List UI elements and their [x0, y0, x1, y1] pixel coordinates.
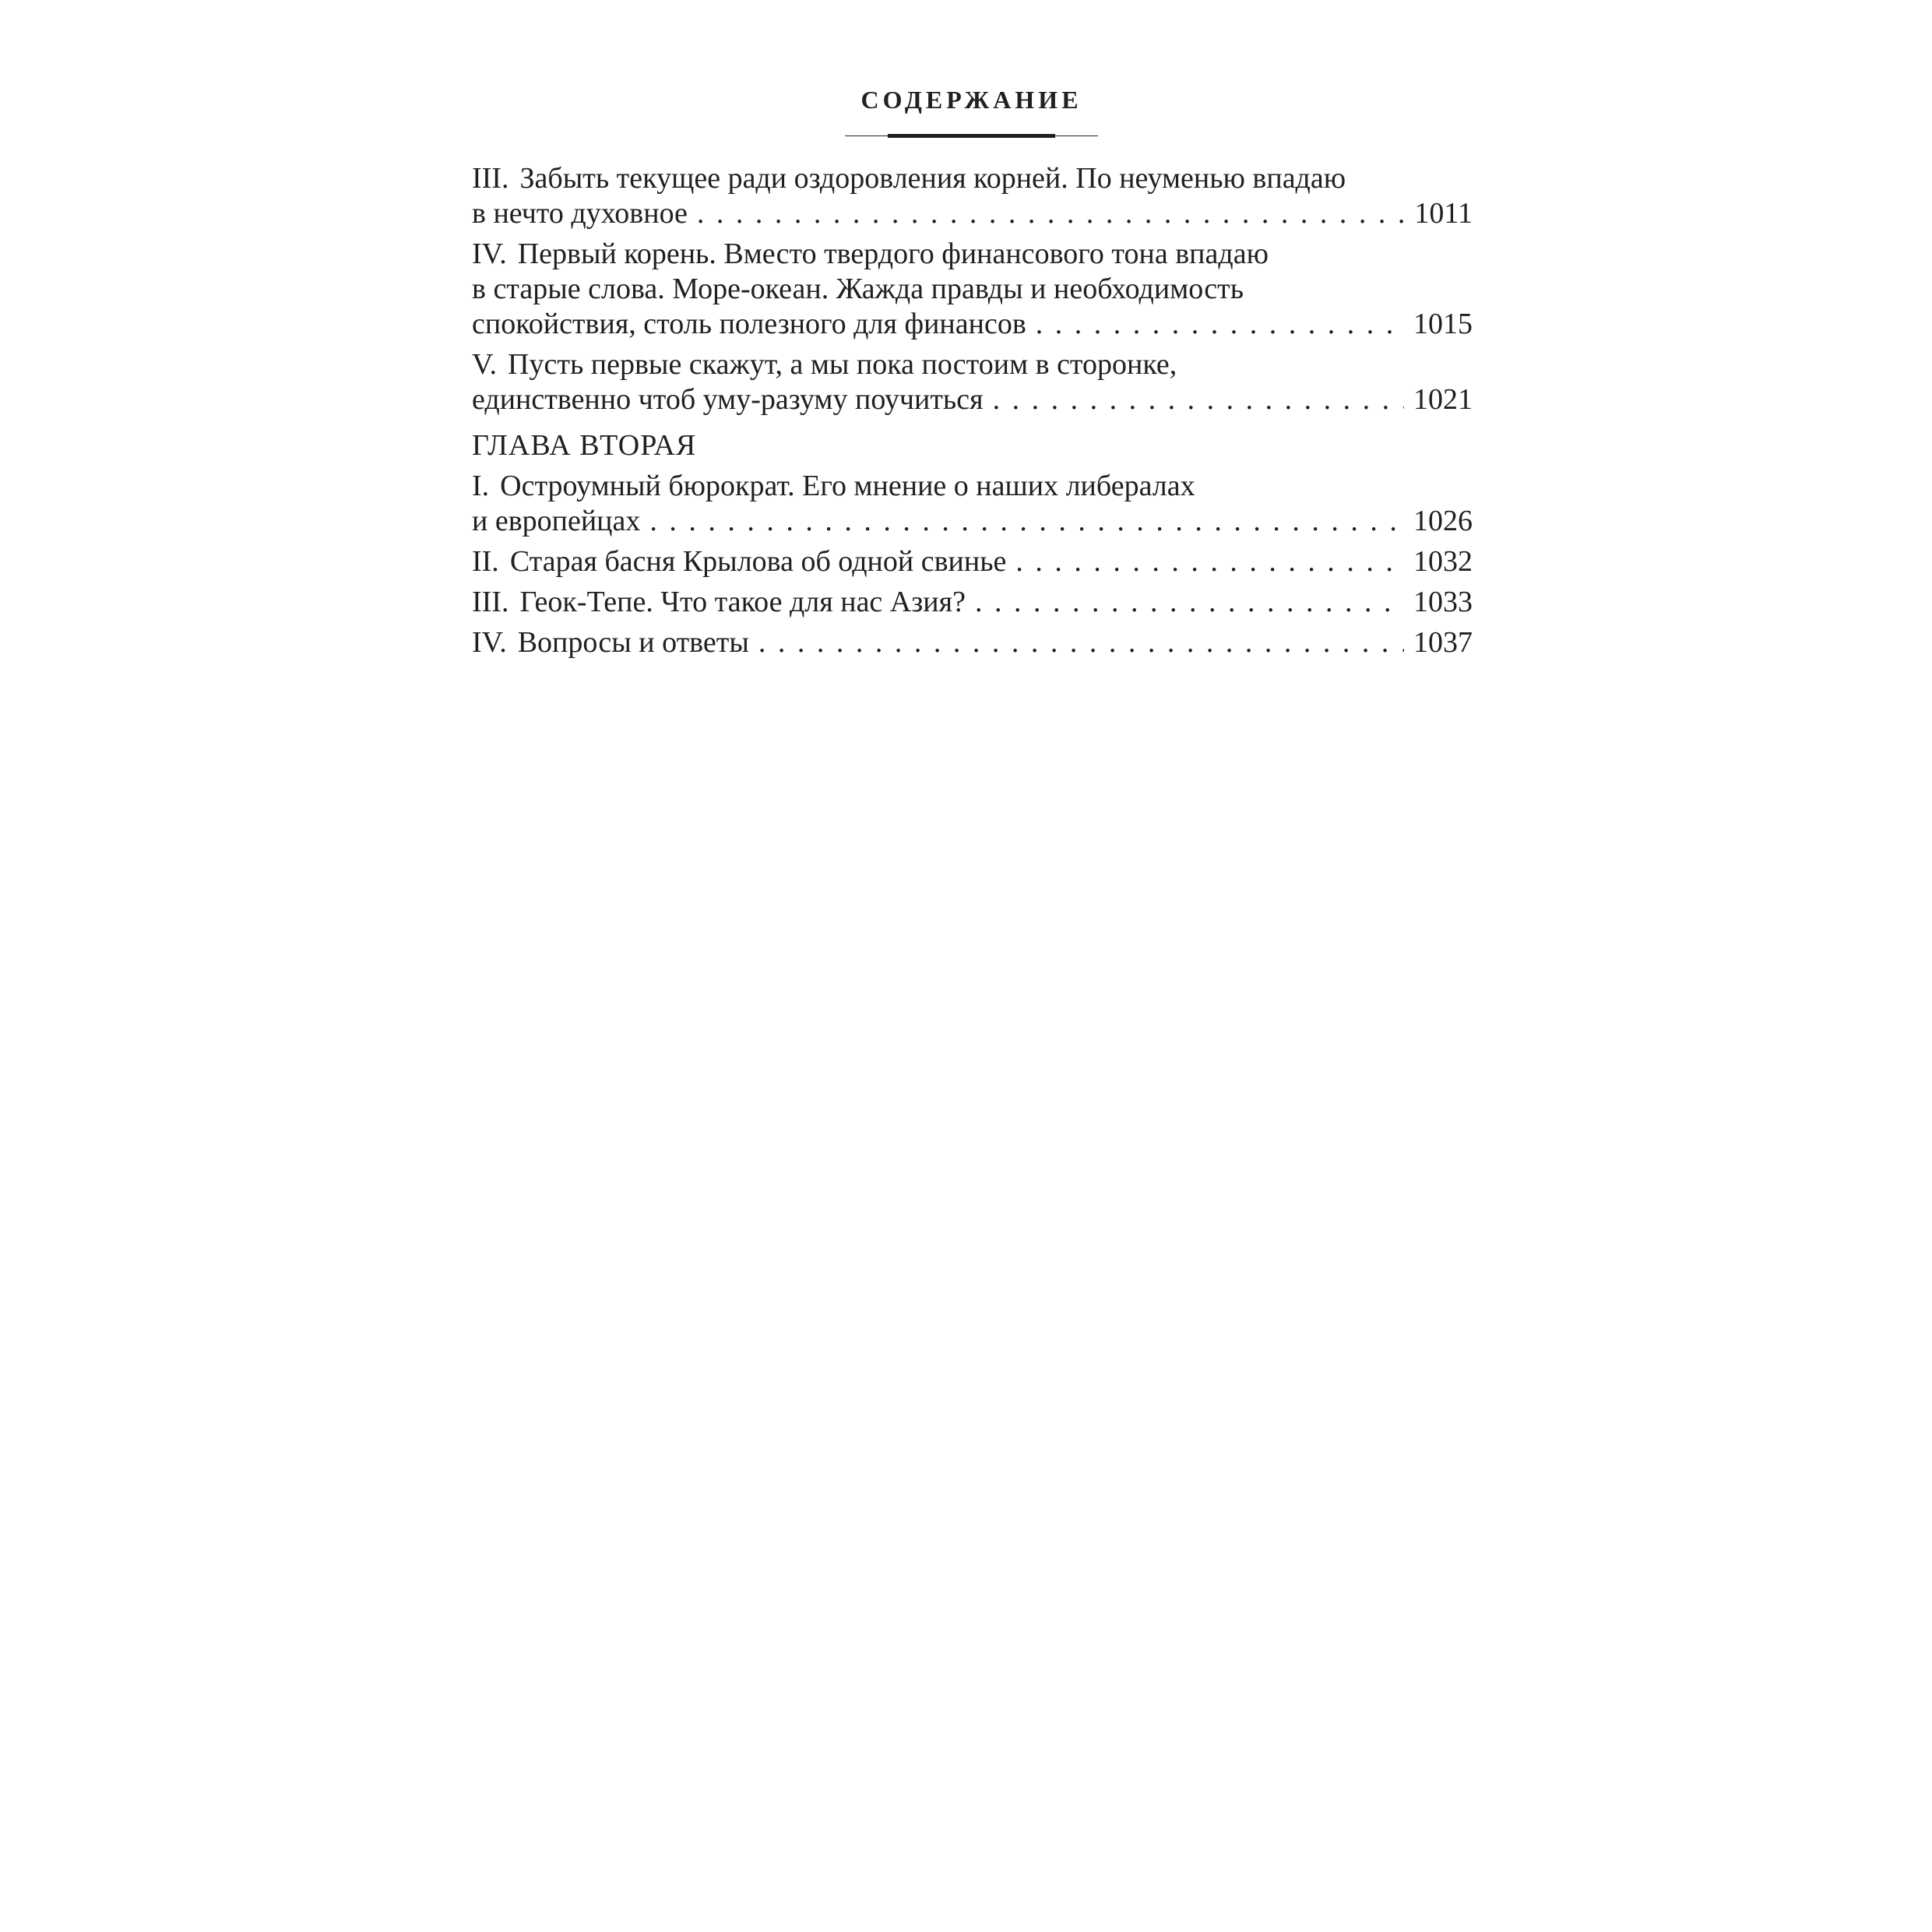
- toc-page-number: 1021: [1413, 383, 1473, 416]
- toc-entry-number: I.: [472, 470, 490, 502]
- toc-leader-dots: [758, 625, 1404, 660]
- toc-leader-dots: [1015, 544, 1404, 579]
- toc-page-number: 1033: [1413, 586, 1473, 618]
- toc-page-number: 1011: [1414, 197, 1473, 230]
- toc-entry-title-line: Первый корень. Вместо твердого финансового тона впадаю: [517, 238, 1269, 270]
- toc-entry-title-line: Забыть текущее ради оздоровления корней. По неуменью впадаю: [519, 162, 1346, 195]
- toc-entry-number: V.: [472, 348, 498, 381]
- toc-entry-title-last: и европейцах: [472, 505, 641, 537]
- toc-entry-title-line: в старые слова. Море-океан. Жажда правды и необходимость: [472, 273, 1244, 305]
- toc-entry-title-last: единственно чтоб уму-разуму поучиться: [472, 383, 984, 416]
- running-header: [845, 84, 1098, 139]
- toc-entry-title-line: Остроумный бюрократ. Его мнение о наших либералах: [500, 470, 1195, 502]
- toc-entry[interactable]: [472, 585, 1473, 620]
- toc-entry-number: III.: [472, 586, 509, 618]
- toc-entry-number: II.: [472, 545, 499, 578]
- toc-entry-title-last: Старая басня Крылова об одной свинье: [509, 545, 1007, 578]
- toc-entry-number: IV.: [472, 626, 507, 659]
- toc-entry-title-last: Вопросы и ответы: [517, 626, 749, 659]
- toc-page-number: 1032: [1413, 545, 1473, 578]
- toc-entry-title-last: спокойствия, столь полезного для финансов: [472, 308, 1026, 340]
- toc-entry-title-last: Геок-Тепе. Что такое для нас Азия?: [519, 586, 966, 618]
- toc-page-number: 1026: [1413, 505, 1473, 537]
- toc-entry[interactable]: [472, 625, 1473, 660]
- toc-page-number: 1015: [1413, 308, 1473, 340]
- header-title: СОДЕРЖАНИЕ: [860, 86, 1082, 114]
- chapter-heading: ГЛАВА ВТОРАЯ: [472, 429, 697, 462]
- toc-leader-dots: [993, 382, 1404, 417]
- toc-entry[interactable]: [472, 347, 1473, 417]
- header-rule-thick: [888, 134, 1055, 138]
- toc-entry[interactable]: [472, 469, 1473, 539]
- toc-page-number: 1037: [1413, 626, 1473, 659]
- toc-entry-number: III.: [472, 162, 509, 195]
- toc-entry-title-last: в нечто духовное: [472, 197, 688, 230]
- toc-entry-title-line: Пусть первые скажут, а мы пока постоим в сторонке,: [508, 348, 1177, 381]
- toc-entry-number: IV.: [472, 238, 507, 270]
- toc-entry[interactable]: [472, 544, 1473, 579]
- toc-leader-dots: [697, 196, 1405, 231]
- toc-leader-dots: [649, 504, 1404, 539]
- table-of-contents: [472, 161, 1473, 666]
- toc-leader-dots: [975, 585, 1404, 620]
- toc-entry[interactable]: [472, 161, 1473, 231]
- header-rule: [845, 134, 1098, 139]
- toc-entry[interactable]: [472, 237, 1473, 342]
- toc-leader-dots: [1036, 307, 1404, 342]
